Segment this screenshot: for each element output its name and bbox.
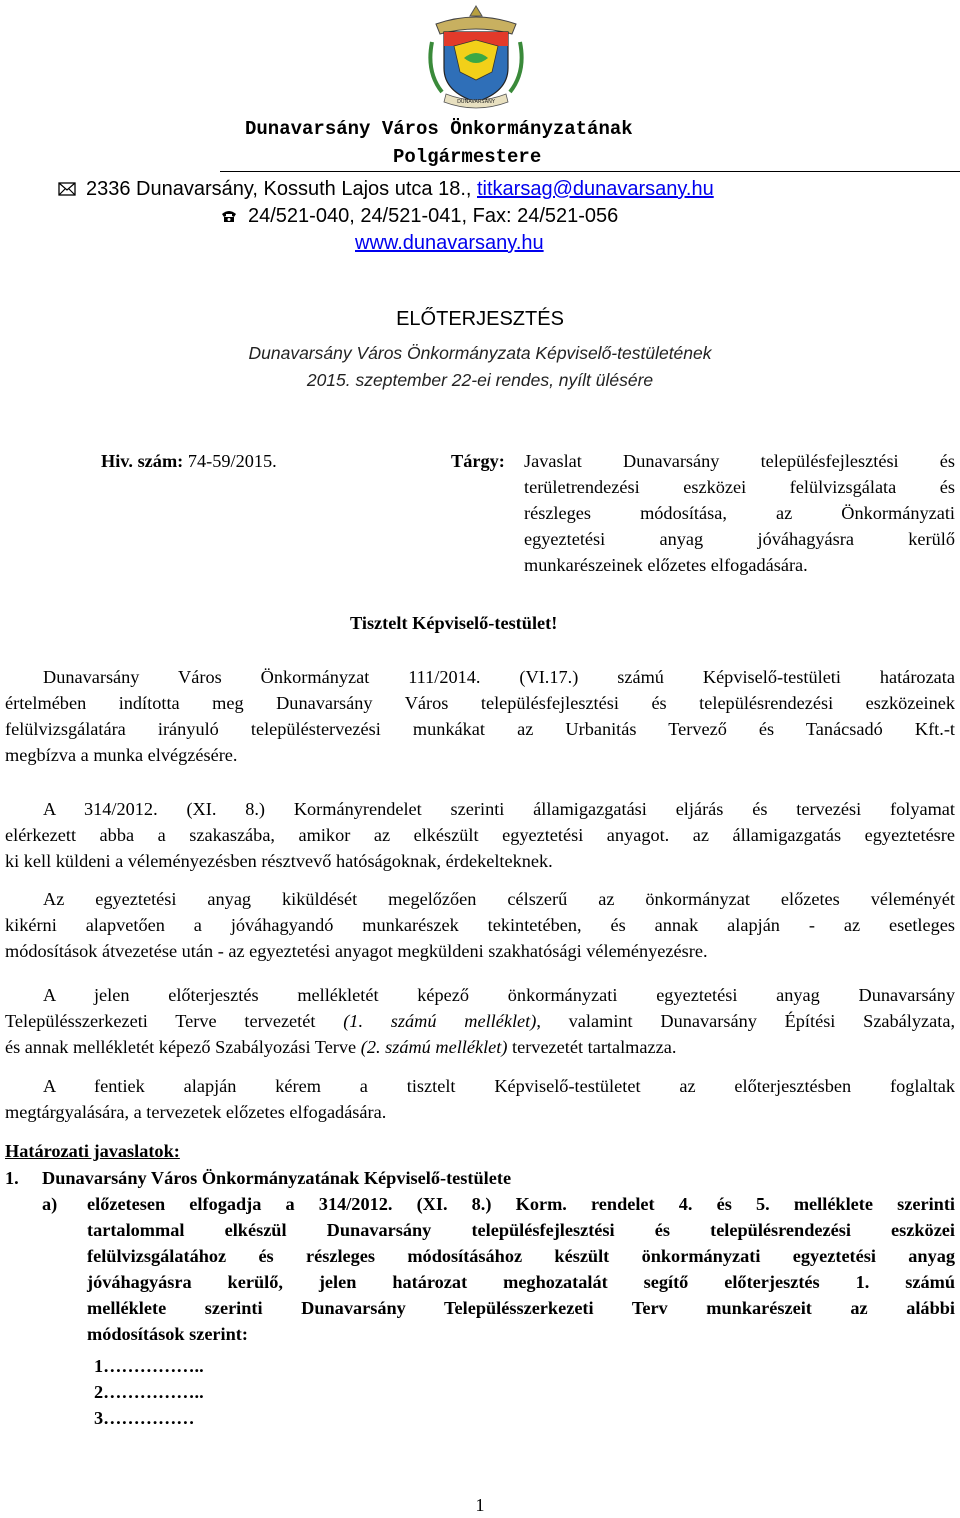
subject-text bbox=[524, 448, 955, 578]
subject-line: munkarészeinek előzetes elfogadására. bbox=[524, 555, 808, 575]
paragraph-2 bbox=[5, 796, 955, 874]
phone-line bbox=[220, 205, 618, 228]
reference-number bbox=[101, 448, 277, 474]
resolution-line: melléklete szerinti Dunavarsány Településszerkezeti Terv munkarészeit az alábbi bbox=[87, 1298, 955, 1318]
paragraph-line bbox=[5, 1034, 955, 1060]
annex-reference: (2. számú melléklet) bbox=[360, 1037, 508, 1057]
city-crest-logo bbox=[424, 2, 528, 114]
resolution-heading: Határozati javaslatok: bbox=[5, 1141, 180, 1161]
resolution-line: előzetesen elfogadja a 314/2012. (XI. 8.) Korm. rendelet 4. és 5. melléklete szerinti bbox=[87, 1194, 955, 1214]
crest-label: DUNAVARSÁNY bbox=[457, 99, 495, 105]
paragraph-line: ki kell küldeni a véleményezésben résztvevő hatóságoknak, érdekelteknek. bbox=[5, 851, 553, 871]
resolution-item-text: Dunavarsány Város Önkormányzatának Képviselő-testülete bbox=[42, 1168, 512, 1188]
annex-reference: (1. számú melléklet) bbox=[343, 1011, 537, 1031]
modification-list bbox=[94, 1353, 204, 1431]
phone-numbers: 24/521-040, 24/521-041, Fax: 24/521-056 bbox=[248, 205, 619, 227]
paragraph-line: módosítások átvezetése után - az egyeztetési anyagot megküldeni szakhatósági véleményezésre. bbox=[5, 941, 708, 961]
paragraph-line: kikérni alapvetően a jóváhagyandó munkarészek tekintetében, és annak alapján - az esetleges bbox=[5, 915, 955, 935]
subject-label: Tárgy: bbox=[451, 451, 505, 471]
subject-line: egyeztetési anyag jóváhagyásra kerülő bbox=[524, 529, 955, 549]
text-segment: tervezetét tartalmazza. bbox=[507, 1037, 677, 1057]
document-subtitle-1: Dunavarsány Város Önkormányzata Képviselő-testületének bbox=[248, 343, 712, 363]
page-number: 1 bbox=[475, 1495, 485, 1515]
phone-icon bbox=[220, 208, 238, 224]
address-text: 2336 Dunavarsány, Kossuth Lajos utca 18., bbox=[86, 178, 477, 200]
salutation: Tisztelt Képviselő-testület! bbox=[350, 613, 558, 633]
email-link[interactable]: titkarsag@dunavarsany.hu bbox=[477, 178, 714, 200]
paragraph-line: felülvizsgálatára irányuló településtervezési munkákat az Urbanitás Tervező és Tanácsadó Kft.-t bbox=[5, 719, 955, 739]
subject-line: Javaslat Dunavarsány településfejlesztési és bbox=[524, 451, 955, 471]
document-subtitle-2: 2015. szeptember 22-ei rendes, nyílt ülésére bbox=[306, 370, 654, 390]
reference-value: 74-59/2015. bbox=[183, 451, 277, 471]
resolution-line: felülvizsgálatához és részleges módosításához készült önkormányzati egyeztetési anyag bbox=[87, 1246, 955, 1266]
resolution-sub-text bbox=[87, 1191, 955, 1347]
resolution-line: jóváhagyásra kerülő, jelen határozat meghozatalát segítő előterjesztés 1. számú bbox=[87, 1272, 955, 1292]
subject-line: területrendezési eszközei felülvizsgálata és bbox=[524, 477, 955, 497]
address-line bbox=[58, 178, 714, 201]
list-item: 1…………….. bbox=[94, 1356, 204, 1376]
subject-line: részleges módosítása, az Önkormányzati bbox=[524, 503, 955, 523]
org-name: Dunavarsány Város Önkormányzatának bbox=[245, 118, 633, 140]
paragraph-line: Dunavarsány Város Önkormányzat 111/2014. (VI.17.) számú Képviselő-testületi határozata bbox=[43, 667, 955, 687]
resolution-sub-label: a) bbox=[42, 1194, 58, 1214]
paragraph-line: Az egyeztetési anyag kiküldését megelőzően célszerű az önkormányzat előzetes véleményét bbox=[43, 889, 955, 909]
paragraph-line: A fentiek alapján kérem a tisztelt Képviselő-testületet az előterjesztésben foglaltak bbox=[43, 1076, 955, 1096]
website-link[interactable]: www.dunavarsany.hu bbox=[355, 232, 544, 254]
paragraph-line: A 314/2012. (XI. 8.) Kormányrendelet szerinti államigazgatási eljárás és tervezési folyamat bbox=[43, 799, 955, 819]
text-segment: , valamint Dunavarsány Építési Szabályzata, bbox=[536, 1011, 956, 1031]
text-segment: és annak mellékletét képező Szabályozási Terve bbox=[5, 1037, 361, 1057]
paragraph-4 bbox=[5, 982, 955, 1060]
document-title: ELŐTERJESZTÉS bbox=[396, 308, 564, 330]
mail-icon bbox=[58, 181, 76, 197]
org-title: Polgármestere bbox=[393, 146, 542, 168]
resolution-item-number: 1. bbox=[5, 1168, 19, 1188]
list-item: 3…………… bbox=[94, 1408, 195, 1428]
paragraph-line: A jelen előterjesztés mellékletét képező önkormányzati egyeztetési anyag Dunavarsány bbox=[43, 985, 955, 1005]
resolution-line: módosítások szerint: bbox=[87, 1324, 248, 1344]
reference-label: Hiv. szám: bbox=[101, 451, 184, 471]
text-segment: Településszerkezeti Terve tervezetét bbox=[5, 1011, 344, 1031]
paragraph-line: megbízva a munka elvégzésére. bbox=[5, 745, 238, 765]
paragraph-line: elérkezett abba a szakaszába, amikor az elkészült egyeztetési anyagot. az államigazgatás egyeztetésre bbox=[5, 825, 955, 845]
paragraph-1 bbox=[5, 664, 955, 768]
resolution-line: tartalommal elkészül Dunavarsány településfejlesztési és településrendezési eszközei bbox=[87, 1220, 955, 1240]
list-item: 2…………….. bbox=[94, 1382, 204, 1402]
paragraph-5 bbox=[5, 1073, 955, 1125]
paragraph-line bbox=[5, 1008, 955, 1034]
paragraph-line: megtárgyalására, a tervezetek előzetes elfogadására. bbox=[5, 1102, 387, 1122]
paragraph-3 bbox=[5, 886, 955, 964]
paragraph-line: értelmében indította meg Dunavarsány Város településfejlesztési és településrendezési eszközeinek bbox=[5, 693, 955, 713]
header-rule bbox=[220, 171, 960, 172]
